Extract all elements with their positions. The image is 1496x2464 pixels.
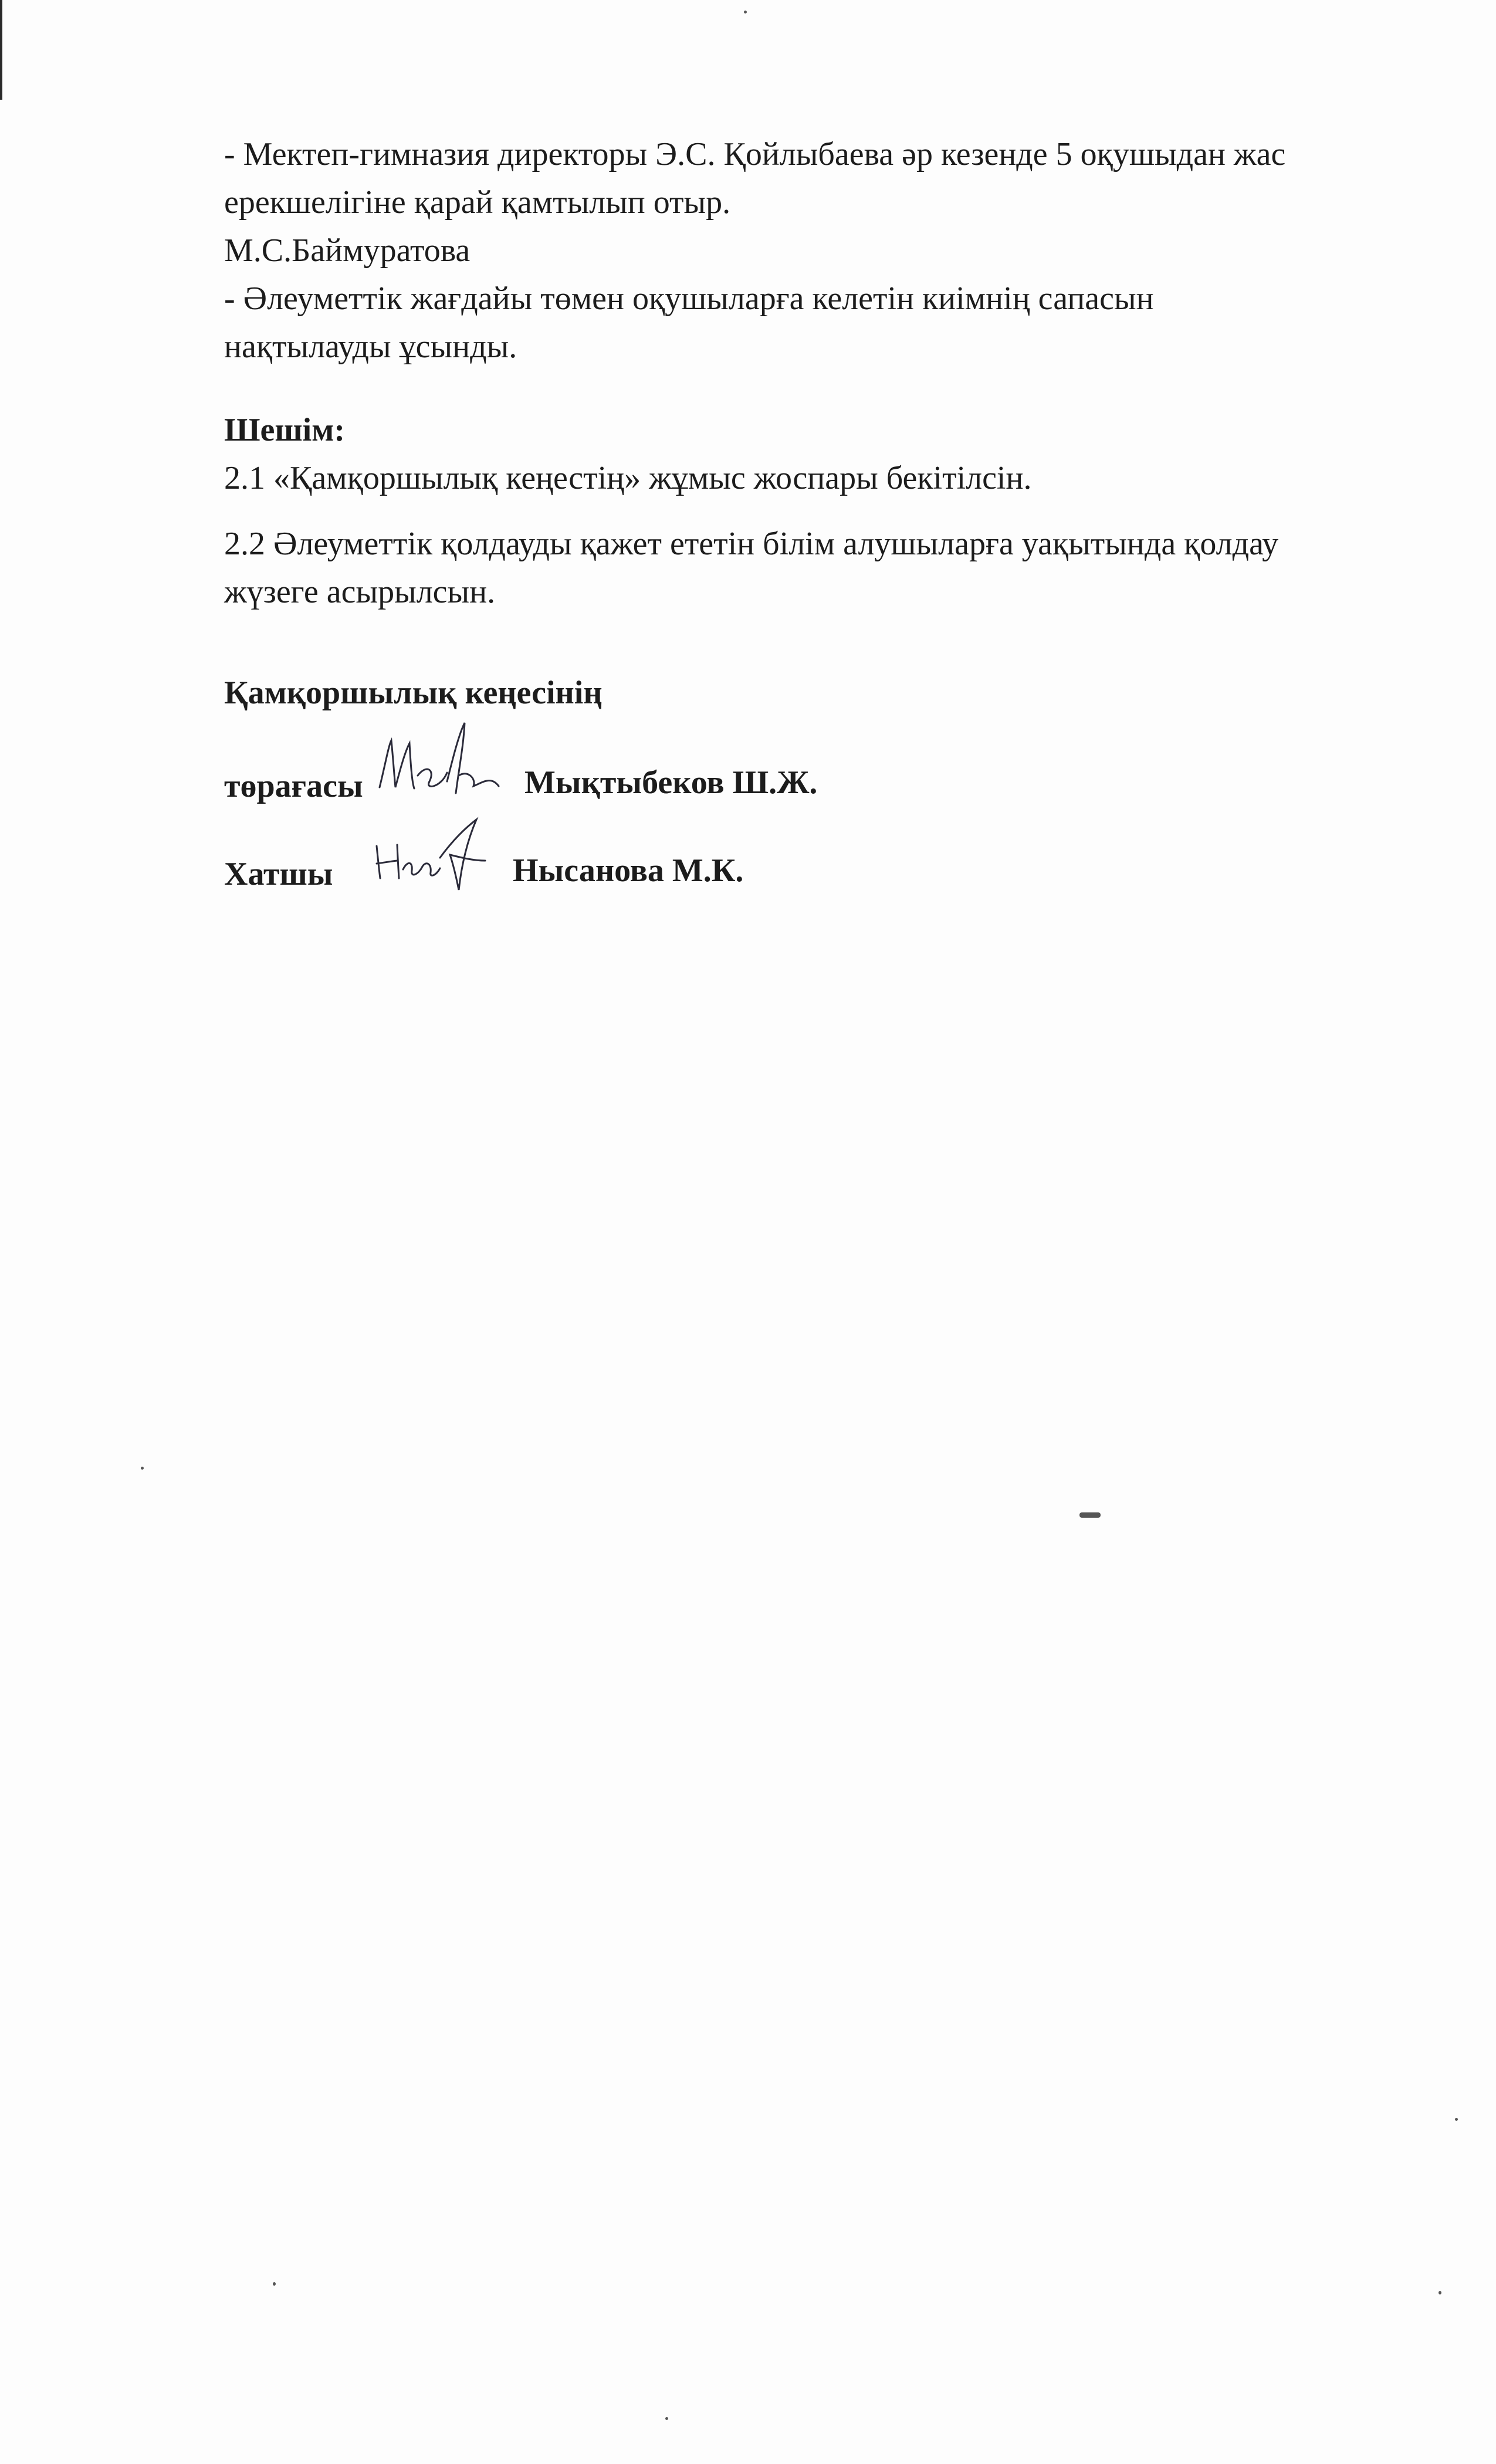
- secretary-handwritten-signature: [365, 805, 500, 893]
- decision-heading: Шешім:: [224, 412, 345, 448]
- chair-handwritten-signature: [371, 717, 512, 805]
- council-title: Қамқоршылық кеңесінің: [224, 675, 603, 711]
- secretary-name: Нысанова М.К.: [513, 852, 744, 889]
- scan-speck: [665, 2417, 668, 2420]
- discussion-line-1: - Мектеп-гимназия директоры Э.С. Қойлыбаева әр кезенде 5 оқушыдан жас: [224, 136, 1286, 172]
- scan-speck: [1079, 1512, 1101, 1518]
- decision-item-1-number: 2.1: [224, 460, 265, 496]
- decision-item-1: [224, 454, 1339, 502]
- decision-item-1-text: «Қамқоршылық кеңестің» жұмыс жоспары бекітілсін.: [273, 460, 1032, 496]
- scan-speck: [1439, 2291, 1441, 2294]
- chair-signature-row: [224, 735, 1339, 805]
- secretary-signature-row: [224, 823, 1339, 893]
- decision-item-2-line-2: жүзеге асырылсын.: [224, 574, 496, 610]
- scan-edge-mark: [0, 0, 2, 100]
- chair-name: Мықтыбеков Ш.Ж.: [524, 764, 818, 801]
- discussion-line-3: - Әлеуметтік жағдайы төмен оқушыларға келетін киімнің сапасын: [224, 280, 1154, 317]
- chair-label: төрағасы: [224, 768, 363, 804]
- speaker-name: М.С.Баймуратова: [224, 232, 471, 269]
- secretary-label: Хатшы: [224, 856, 333, 892]
- discussion-line-2: ерекшелігіне қарай қамтылып отыр.: [224, 184, 731, 221]
- decision-item-2-line-1: 2.2 Әлеуметтік қолдауды қажет ететін білім алушыларға уақытында қолдау: [224, 526, 1279, 562]
- scan-speck: [273, 2282, 276, 2286]
- scan-speck: [141, 1467, 144, 1470]
- discussion-line-4: нақтылауды ұсынды.: [224, 329, 517, 365]
- document-body: [224, 130, 1339, 893]
- scan-speck: [1455, 2118, 1458, 2121]
- scan-speck: [744, 11, 747, 13]
